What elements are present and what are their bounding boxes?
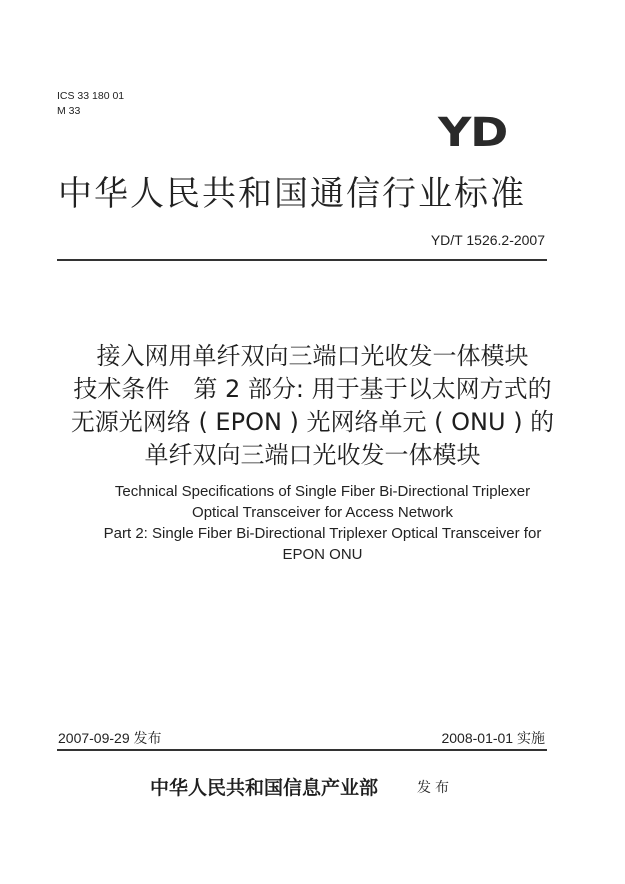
publish-date: 2007-09-29 发布 (58, 730, 162, 746)
footer-divider (57, 749, 547, 751)
en-title-line: EPON ONU (282, 546, 363, 563)
standard-number: YD/T 1526.2-2007 (430, 232, 545, 248)
implement-date: 2008-01-01 实施 (441, 730, 545, 746)
standard-category-title: 中华人民共和国通信行业标准 (58, 174, 526, 214)
issuing-verb: 发布 (417, 779, 453, 795)
en-title-line: Part 2: Single Fiber Bi-Directional Triplexer Optical Transceiver for (103, 525, 542, 542)
zh-title-line: 无源光网络 ( EPON ) 光网络单元 ( ONU ) 的 (70, 408, 555, 436)
en-title-line: Optical Transceiver for Access Network (192, 504, 453, 521)
issuing-authority: 中华人民共和国信息产业部 (150, 777, 379, 799)
english-title (60, 481, 585, 565)
ics-code: ICS 33 180 01 (57, 90, 125, 102)
zh-title-line: 技术条件 第 2 部分: 用于基于以太网方式的 (73, 375, 552, 403)
zh-title-line: 接入网用单纤双向三端口光收发一体模块 (96, 342, 529, 370)
en-title-line: Technical Specifications of Single Fiber Bi-Directional Triplexer (114, 483, 531, 500)
zh-title-line: 单纤双向三端口光收发一体模块 (144, 441, 481, 469)
ccs-code: M 33 (57, 105, 81, 117)
yd-logo: YD (438, 110, 508, 156)
classification-codes (57, 89, 124, 119)
header-divider (57, 259, 547, 261)
chinese-title (40, 340, 585, 472)
